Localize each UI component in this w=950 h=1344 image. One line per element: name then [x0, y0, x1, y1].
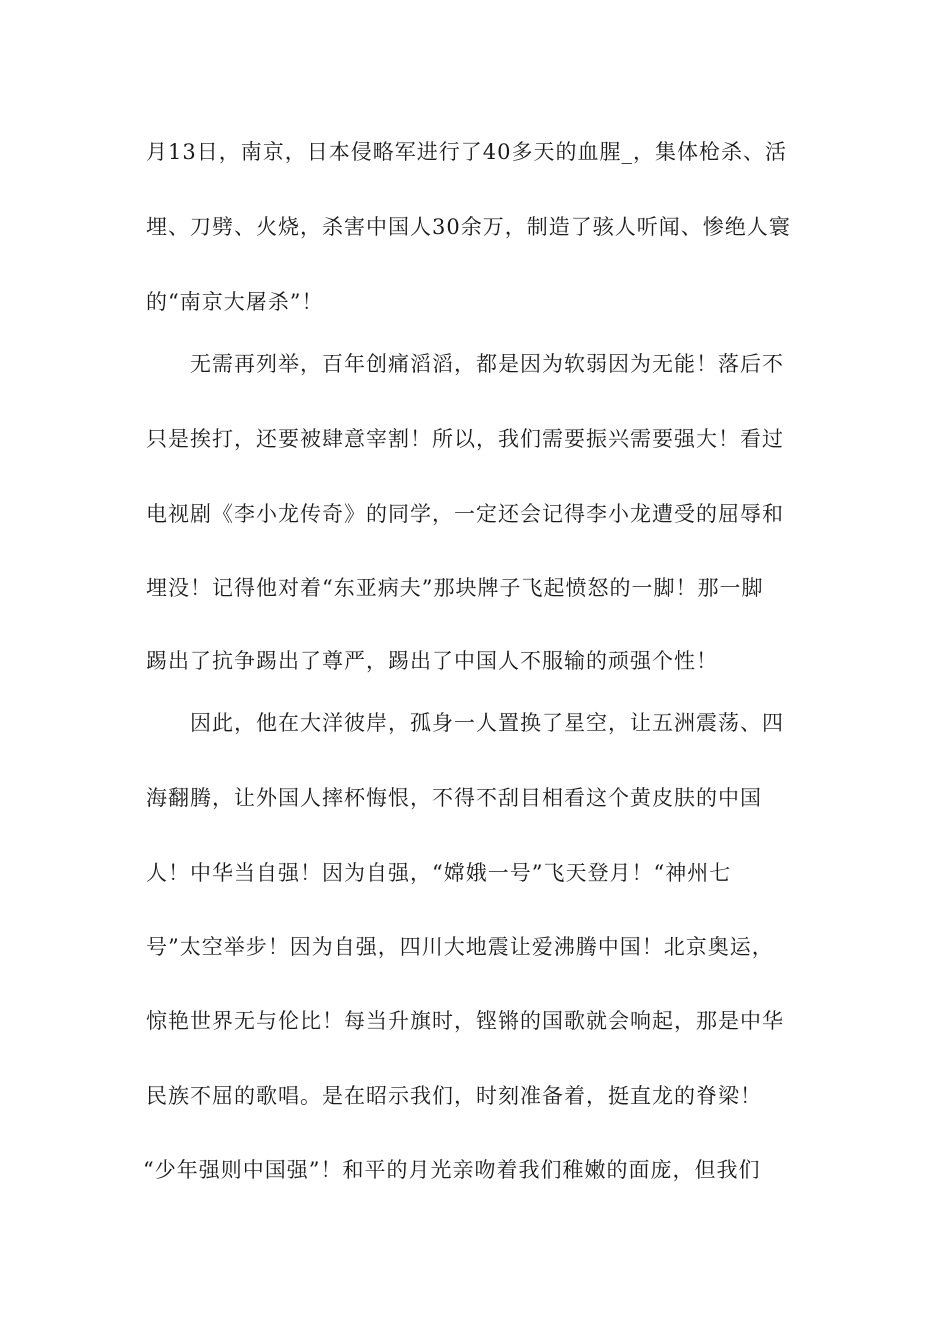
text-line: 的“南京大屠杀”！ — [146, 290, 324, 314]
text-line: 电视剧《李小龙传奇》的同学，一定还会记得李小龙遭受的屈辱和 — [146, 502, 784, 526]
text-line: 踢出了抗争踢出了尊严，踢出了中国人不服输的顽强个性！ — [146, 649, 718, 673]
text-line: 民族不屈的歌唱。是在昭示我们，时刻准备着，挺直龙的脊梁！ — [146, 1084, 762, 1108]
text-line: 只是挨打，还要被肆意宰割！所以，我们需要振兴需要强大！看过 — [146, 427, 784, 451]
text-line: “少年强则中国强”！和平的月光亲吻着我们稚嫩的面庞，但我们 — [143, 1158, 761, 1182]
text-line: 号”太空举步！因为自强，四川大地震让爱沸腾中国！北京奥运， — [146, 935, 774, 959]
text-line: 埋、刀劈、火烧，杀害中国人30余万，制造了骇人听闻、惨绝人寰 — [146, 215, 791, 239]
text-line: 埋没！记得他对着“东亚病夫”那块牌子飞起愤怒的一脚！那一脚 — [146, 576, 764, 600]
text-line: 人！中华当自强！因为自强，“嫦娥一号”飞天登月！“神州七 — [146, 861, 732, 885]
text-line: 海翻腾，让外国人摔杯悔恨，不得不刮目相看这个黄皮肤的中国 — [146, 786, 762, 810]
text-line: 惊艳世界无与伦比！每当升旗时，铿锵的国歌就会响起，那是中华 — [146, 1009, 784, 1033]
text-line: 月13日，南京，日本侵略军进行了40多天的血腥_，集体枪杀、活 — [146, 140, 787, 164]
text-line: 因此，他在大洋彼岸，孤身一人置换了星空，让五洲震荡、四 — [190, 711, 784, 735]
text-line: 无需再列举，百年创痛滔滔，都是因为软弱因为无能！落后不 — [190, 352, 784, 376]
